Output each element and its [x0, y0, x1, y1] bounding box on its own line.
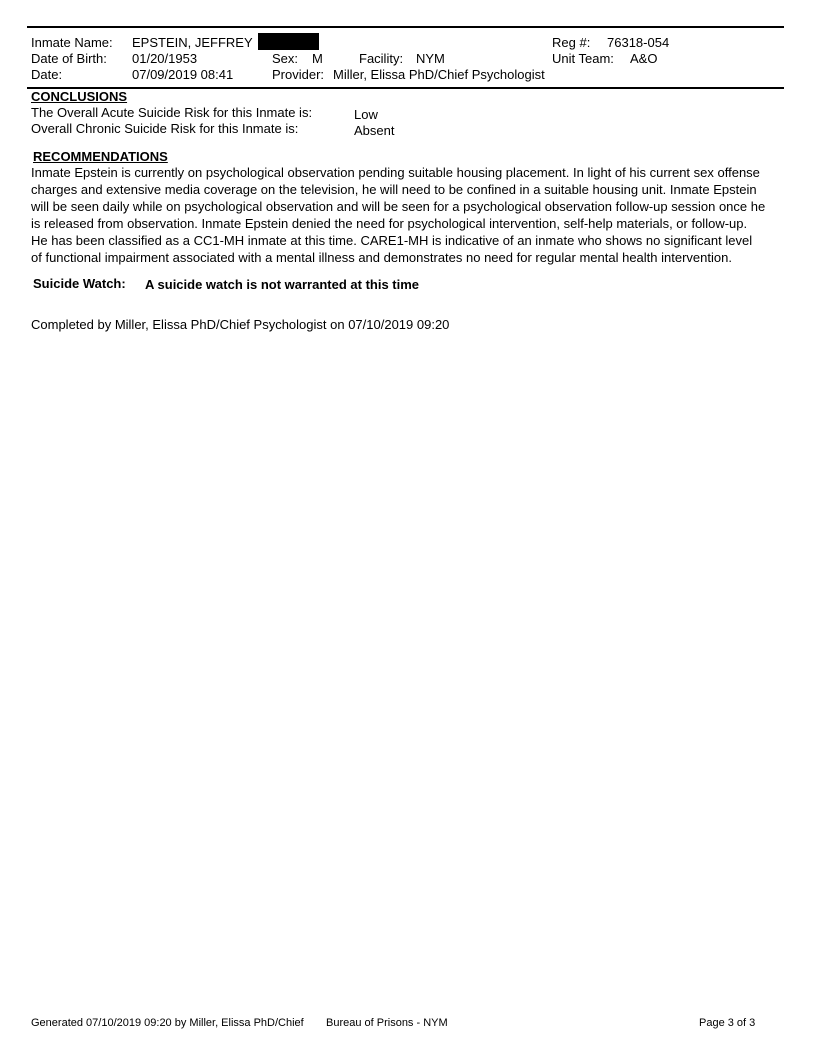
recommendations-line: is released from observation. Inmate Epstein denied the need for psychological intervention, self-help materials, or follow-up. — [31, 216, 748, 231]
recommendations-line: will be seen daily while on psychological observation and will be seen for a psychological observation follow-up session once he — [31, 199, 766, 214]
suicide-watch-label: Suicide Watch: — [33, 276, 126, 291]
recommendations-line: Inmate Epstein is currently on psychological observation pending suitable housing placement. In light of his current sex offense — [31, 165, 760, 180]
unit-team-label: Unit Team: — [552, 51, 614, 66]
footer-agency: Bureau of Prisons - NYM — [326, 1017, 448, 1029]
provider-value: Miller, Elissa PhD/Chief Psychologist — [333, 67, 545, 82]
sex-label: Sex: — [272, 51, 299, 66]
header-divider — [27, 87, 784, 89]
chronic-risk-label: Overall Chronic Suicide Risk for this Inmate is: — [31, 121, 299, 136]
recommendations-line: charges and extensive media coverage on the television, he will need to be confined in a suitable housing unit. Inmate Epstein — [31, 182, 757, 197]
facility-label: Facility: — [359, 51, 404, 66]
unit-team-value: A&O — [630, 51, 658, 66]
completed-by-text: Completed by Miller, Elissa PhD/Chief Psychologist on 07/10/2019 09:20 — [31, 317, 450, 332]
inmate-name-value: EPSTEIN, JEFFREY — [132, 35, 253, 50]
reg-label: Reg #: — [552, 35, 591, 50]
dob-label: Date of Birth: — [31, 51, 107, 66]
inmate-name-label: Inmate Name: — [31, 35, 113, 50]
redaction-block — [258, 33, 319, 50]
footer-generated: Generated 07/10/2019 09:20 by Miller, Elissa PhD/Chief — [31, 1017, 304, 1029]
recommendations-heading: RECOMMENDATIONS — [33, 149, 168, 164]
recommendations-paragraph — [31, 164, 791, 266]
dob-value: 01/20/1953 — [132, 51, 198, 66]
acute-risk-value: Low — [354, 107, 378, 122]
footer-page-number: Page 3 of 3 — [699, 1017, 756, 1029]
suicide-watch-value: A suicide watch is not warranted at this time — [145, 277, 420, 292]
top-divider — [27, 26, 784, 28]
recommendations-line: of functional impairment associated with a mental illness and demonstrates no need for regular mental health intervention. — [31, 250, 732, 265]
chronic-risk-value: Absent — [354, 123, 395, 138]
acute-risk-label: The Overall Acute Suicide Risk for this Inmate is: — [31, 105, 313, 120]
provider-label: Provider: — [272, 67, 325, 82]
recommendations-line: He has been classified as a CC1-MH inmate at this time. CARE1-MH is indicative of an inmate who shows no significant level — [31, 233, 753, 248]
date-label: Date: — [31, 67, 63, 82]
facility-value: NYM — [416, 51, 445, 66]
reg-value: 76318-054 — [607, 35, 670, 50]
date-value: 07/09/2019 08:41 — [132, 67, 234, 82]
sex-value: M — [312, 51, 323, 66]
conclusions-heading: CONCLUSIONS — [31, 89, 128, 104]
